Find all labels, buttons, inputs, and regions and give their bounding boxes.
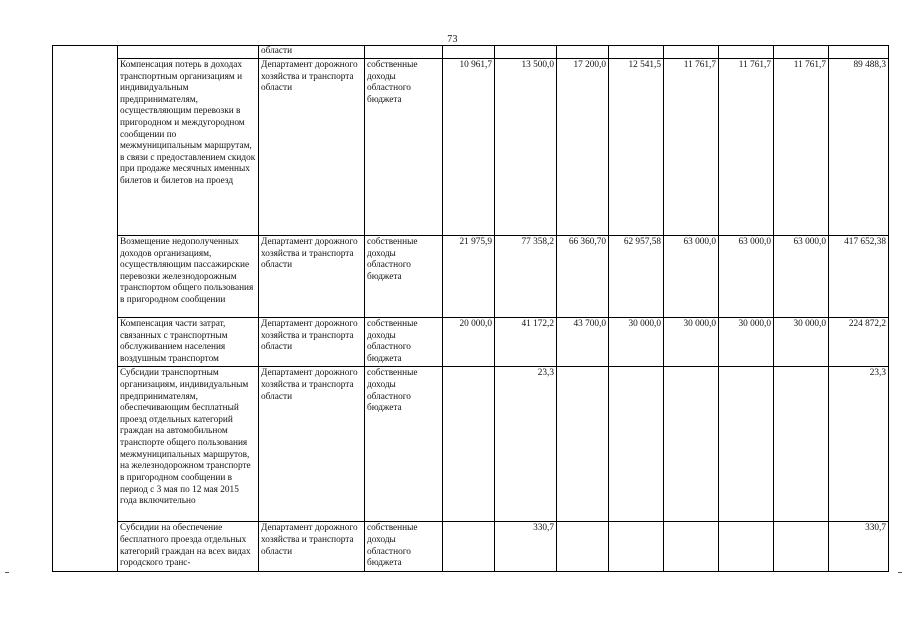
row-value: 12 541,5: [609, 59, 664, 236]
row-value: 43 700,0: [557, 318, 609, 367]
row-value: [443, 367, 495, 522]
row-value: 30 000,0: [719, 318, 774, 367]
table-row-header-continuation: [53, 46, 889, 59]
table-cell: [664, 46, 719, 59]
row-value: 41 172,2: [495, 318, 557, 367]
scan-edge-mark: [5, 572, 9, 573]
row-value: [774, 367, 829, 522]
row-value: [774, 522, 829, 572]
row-description: Возмещение недополученных доходов организациям, осуществляющим пассажирские перевозки железнодорожным транспортом общего пользования в пригородном сообщении: [118, 236, 259, 318]
executor-continuation-cell: области: [259, 46, 365, 59]
table-cell: [365, 46, 443, 59]
row-value: 30 000,0: [609, 318, 664, 367]
row-executor: Департамент дорожного хозяйства и транспорта области: [259, 59, 365, 236]
row-funding-source: собственные доходы областного бюджета: [365, 318, 443, 367]
row-funding-source: собственные доходы областного бюджета: [365, 236, 443, 318]
table-cell: [443, 46, 495, 59]
table-row: [53, 318, 889, 367]
table-row: [53, 367, 889, 522]
table-row: [53, 59, 889, 236]
table-row: [53, 522, 889, 572]
row-value: 30 000,0: [774, 318, 829, 367]
row-total: 330,7: [829, 522, 889, 572]
row-value: 62 957,58: [609, 236, 664, 318]
row-value: [557, 522, 609, 572]
row-description: Компенсация потерь в доходах транспортным организациям и индивидуальным предпринимателям, осуществляющим перевозки в пригородном и междугородном сообщении по межмуниципальным маршрутам, в связи с предоставлением скидок при продаже месячных именных билетов и билетов на проезд: [118, 59, 259, 236]
table-cell: [495, 46, 557, 59]
table-cell: [118, 46, 259, 59]
row-value: [609, 522, 664, 572]
table-cell: [774, 46, 829, 59]
page-number: 73: [447, 34, 458, 45]
row-value: 13 500,0: [495, 59, 557, 236]
row-total: 417 652,38: [829, 236, 889, 318]
row-value: 63 000,0: [664, 236, 719, 318]
row-value: 23,3: [495, 367, 557, 522]
row-funding-source: собственные доходы областного бюджета: [365, 367, 443, 522]
row-total: 224 872,2: [829, 318, 889, 367]
row-value: 30 000,0: [664, 318, 719, 367]
row-executor: Департамент дорожного хозяйства и транспорта области: [259, 236, 365, 318]
row-total: 89 488,3: [829, 59, 889, 236]
row-funding-source: собственные доходы областного бюджета: [365, 59, 443, 236]
scan-edge-mark: [898, 572, 902, 573]
table-row: [53, 236, 889, 318]
row-value: 11 761,7: [719, 59, 774, 236]
row-value: [719, 522, 774, 572]
row-value: [664, 522, 719, 572]
table-cell: [719, 46, 774, 59]
row-value: [664, 367, 719, 522]
row-funding-source: собственные доходы областного бюджета: [365, 522, 443, 572]
row-value: [443, 522, 495, 572]
row-value: 10 961,7: [443, 59, 495, 236]
row-value: [557, 367, 609, 522]
row-value: [719, 367, 774, 522]
left-blank-column: [53, 46, 118, 572]
row-value: 63 000,0: [719, 236, 774, 318]
row-value: 21 975,9: [443, 236, 495, 318]
budget-table: [52, 45, 889, 572]
table-cell: [557, 46, 609, 59]
row-value: 20 000,0: [443, 318, 495, 367]
table-cell: [609, 46, 664, 59]
row-value: 17 200,0: [557, 59, 609, 236]
row-executor: Департамент дорожного хозяйства и транспорта области: [259, 522, 365, 572]
row-description: Субсидии транспортным организациям, индивидуальным предпринимателям, обеспечивающим бесплатный проезд отдельных категорий граждан на автомобильном транспорте общего пользования межмуниципальных маршрутов, на железнодорожном транспорте в пригородном сообщении в период с 3 мая по 12 мая 2015 года включительно: [118, 367, 259, 522]
row-value: 66 360,70: [557, 236, 609, 318]
row-value: 330,7: [495, 522, 557, 572]
row-value: 11 761,7: [664, 59, 719, 236]
table-cell: [829, 46, 889, 59]
row-value: 11 761,7: [774, 59, 829, 236]
row-description: Компенсация части затрат, связанных с транспортным обслуживанием населения воздушным транспортом: [118, 318, 259, 367]
row-executor: Департамент дорожного хозяйства и транспорта области: [259, 367, 365, 522]
row-executor: Департамент дорожного хозяйства и транспорта области: [259, 318, 365, 367]
row-value: 63 000,0: [774, 236, 829, 318]
row-value: [609, 367, 664, 522]
row-description: Субсидии на обеспечение бесплатного проезда отдельных категорий граждан на всех видах городского транс-: [118, 522, 259, 572]
row-value: 77 358,2: [495, 236, 557, 318]
row-total: 23,3: [829, 367, 889, 522]
